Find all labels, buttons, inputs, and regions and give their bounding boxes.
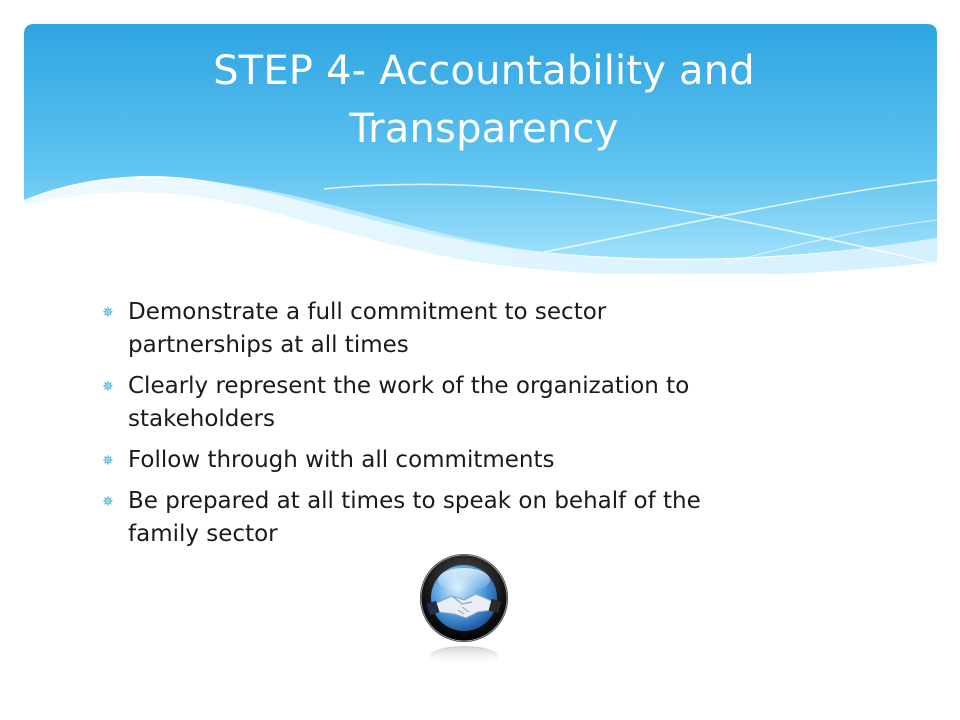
bullet-marker-icon: ✵ [102,453,114,469]
bullet-text-line-1: Be prepared at all times to speak on behalf of the [128,488,701,514]
bullet-item [96,370,836,436]
handshake-badge-graphic [414,552,514,668]
bullet-text-line-1: Clearly represent the work of the organization to [128,373,690,399]
bullet-text-line-1: Demonstrate a full commitment to sector [128,299,607,325]
bullet-marker-icon: ✵ [102,379,114,395]
bullet-item [96,444,836,477]
bullet-marker-icon: ✵ [102,494,114,510]
bullet-item [96,296,836,362]
bullet-text-line-2: family sector [128,521,278,547]
bullet-marker-icon: ✵ [102,305,114,321]
handshake-icon [414,552,514,668]
bullet-text-line-2: stakeholders [128,406,275,432]
bullet-list [96,296,836,559]
slide-title [144,42,824,158]
bullet-text-line-2: partnerships at all times [128,332,409,358]
bullet-item [96,485,836,551]
slide-title-line-2: Transparency [349,106,619,152]
title-banner [24,24,937,274]
bullet-text-line-1: Follow through with all commitments [128,447,555,473]
slide-title-line-1: STEP 4- Accountability and [213,48,755,94]
